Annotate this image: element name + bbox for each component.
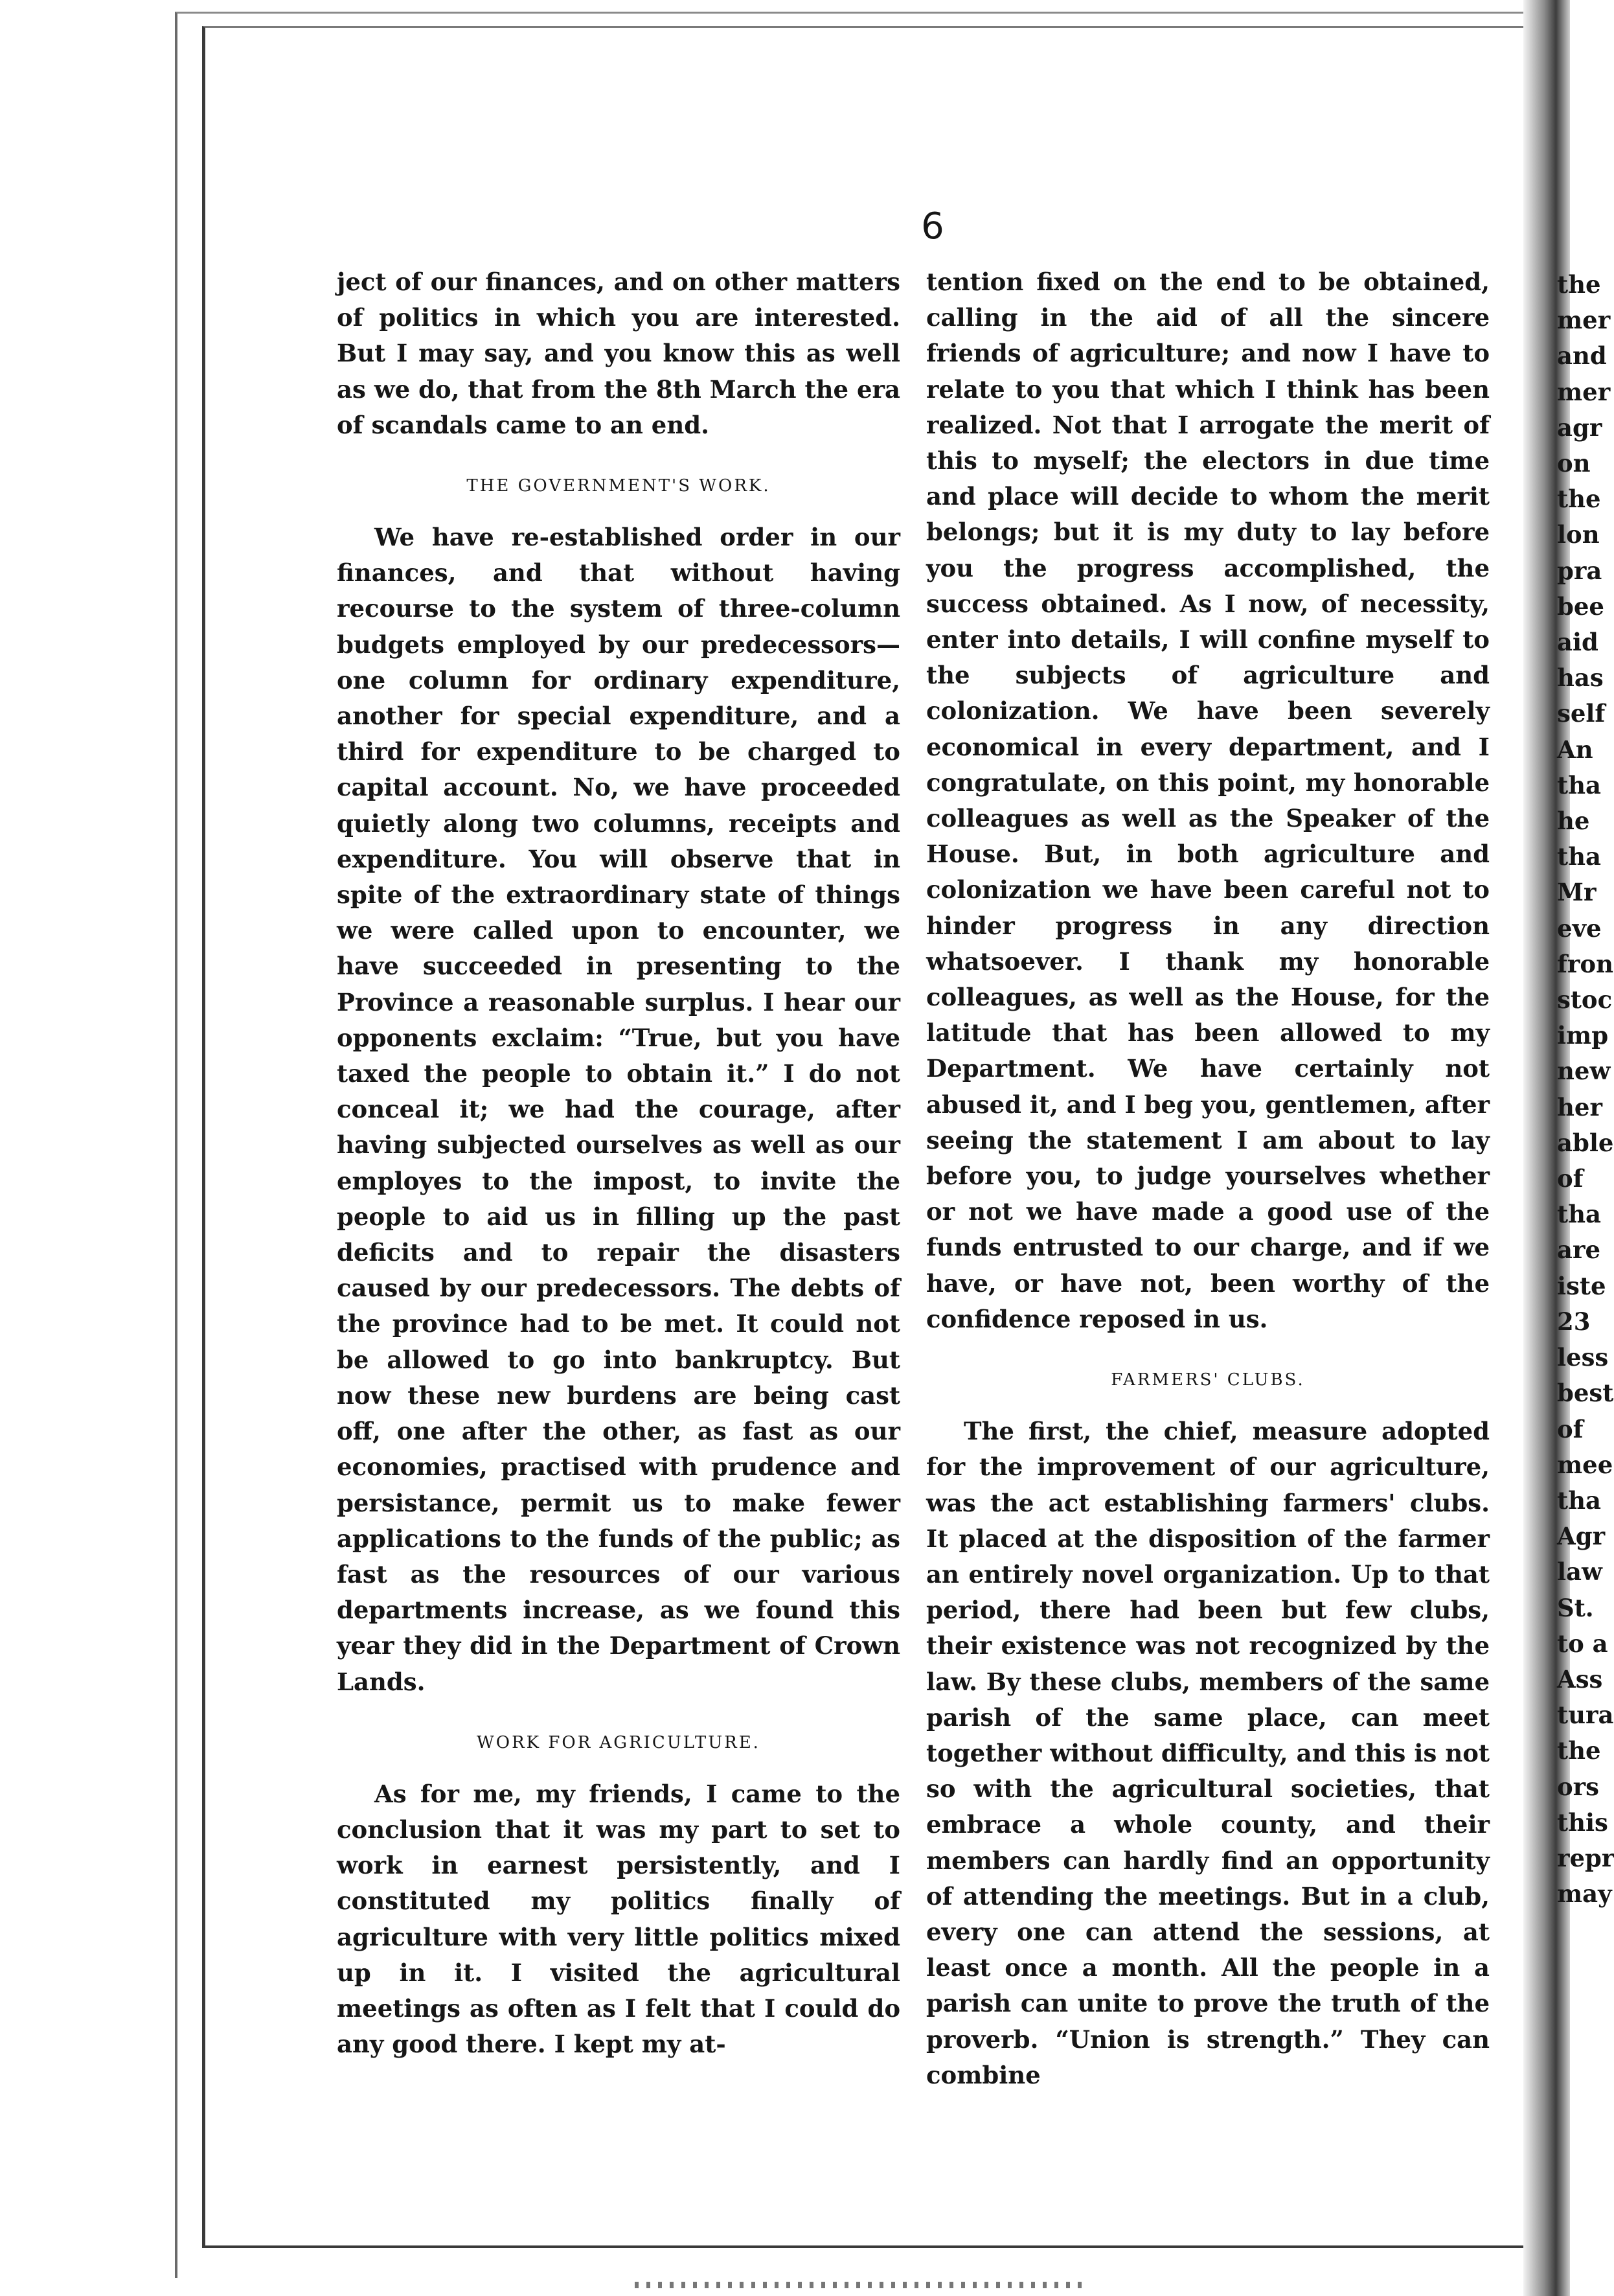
left-column (337, 264, 900, 2062)
next-page-fragment: stoc (1557, 985, 1613, 1015)
next-page-fragment: An (1557, 735, 1593, 764)
right-paragraph-2: The first, the chief, measure adopted for the improvement of our agriculture, was the act establishing farmers' clubs. It placed at the disposition of the farmer an entirely novel organization. Up to that period, there had been but few clubs, their existence was not recognized by the law. By these clubs, members of the same parish of the same place, can meet together without difficulty, and this is not so with the agricultural societies, that embrace a whole county, and their members can hardly find an opportunity of attending the meetings. But in a club, every one can attend the sessions, at least once a month. All the people in a parish can unite to prove the truth of the proverb. “Union is strength.” They can combine (926, 1417, 1490, 2089)
next-page-fragment: eve (1557, 913, 1602, 943)
next-page-fragment: he (1557, 807, 1590, 836)
next-page-fragment: law (1557, 1557, 1602, 1587)
next-page-fragment: of (1557, 1414, 1584, 1443)
next-page-fragment: Ass (1557, 1664, 1603, 1693)
next-page-fragment: her (1557, 1092, 1602, 1121)
next-page-fragment: are (1557, 1235, 1601, 1265)
next-page-fragment: imp (1557, 1021, 1609, 1050)
left-paragraph-3: As for me, my friends, I came to the conclusion that it was my part to set to work in earnest persistently, and I constituted my politics finally of agriculture with very little politics mixed up in it. I visited the agricultural meetings as often as I felt that I could do any good there. I kept my at- (337, 1779, 900, 2059)
section-heading-farmers-clubs: FARMERS' CLUBS. (1111, 1370, 1305, 1390)
next-page-text-fragments (1557, 267, 1614, 1912)
next-page-fragment: 23 (1557, 1307, 1591, 1336)
next-page-fragment: this (1557, 1808, 1608, 1837)
next-page-fragment: mer (1557, 306, 1611, 335)
right-column (926, 264, 1490, 2093)
next-page-fragment: aid (1557, 628, 1598, 657)
page-number: 6 (921, 205, 944, 247)
next-page-fragment: St. (1557, 1593, 1594, 1622)
next-page-fragment: ors (1557, 1772, 1600, 1801)
next-page-fragment: mee (1557, 1450, 1613, 1479)
next-page-fragment: tha (1557, 842, 1601, 871)
next-page-fragment: the (1557, 485, 1601, 514)
next-page-fragment: mer (1557, 377, 1611, 406)
next-page-fragment: fron (1557, 949, 1613, 978)
section-heading-work-for-agriculture: WORK FOR AGRICULTURE. (477, 1732, 760, 1752)
next-page-fragment: the (1557, 1736, 1601, 1765)
next-page-fragment: tha (1557, 1200, 1601, 1229)
next-page-fragment: iste (1557, 1271, 1606, 1300)
next-page-fragment: pra (1557, 556, 1602, 585)
next-page-fragment: tura (1557, 1701, 1614, 1730)
next-page-fragment: to a (1557, 1629, 1608, 1658)
left-paragraph-1: ject of our finances, and on other matters of politics in which you are interested. But I may say, and you know this as well as we do, that from the 8th March the era of scandals came to an end. (337, 268, 900, 439)
next-page-fragment: Mr (1557, 878, 1597, 907)
next-page-fragment: repr (1557, 1843, 1614, 1872)
next-page-fragment: new (1557, 1057, 1611, 1086)
next-page-fragment: lon (1557, 520, 1600, 549)
next-page-fragment: on (1557, 449, 1591, 478)
left-paragraph-2: We have re-established order in our finances, and that without having recourse to the system of three-column budgets employed by our predecessors—one column for ordinary expenditure, another for special expenditure, and a third for expenditure to be charged to capital account. No, we have proceeded quietly along two columns, receipts and expenditure. You will observe that in spite of the extraordinary state of things we were called upon to encounter, we have succeeded in presenting to the Province a reasonable surplus. I hear our opponents exclaim: “True, but you have taxed the people to obtain it.” I do not conceal it; we had the courage, after having subjected ourselves as well as our employes to the impost, to invite the people to aid us in filling up the past deficits and to repair the disasters caused by our predecessors. The debts of the province had to be met. It could not be allowed to go into bankruptcy. But now these new burdens are being cast off, one after the other, as fast as our economies, practised with prudence and persistance, permit us to make fewer applications to the funds of the public; as fast as the resources of our various departments increase, as we found this year they did in the Department of Crown Lands. (337, 523, 900, 1696)
next-page-fragment: best (1557, 1379, 1614, 1408)
next-page-fragment: and (1557, 341, 1607, 371)
next-page-fragment: tha (1557, 770, 1601, 799)
next-page-fragment: Agr (1557, 1522, 1606, 1551)
next-page-fragment: bee (1557, 591, 1604, 621)
next-page-fragment: self (1557, 699, 1606, 728)
next-page-fragment: has (1557, 663, 1604, 693)
next-page-fragment: less (1557, 1343, 1609, 1372)
next-page-fragment: may (1557, 1879, 1612, 1909)
next-page-fragment: agr (1557, 413, 1602, 442)
next-page-fragment: able (1557, 1128, 1614, 1157)
section-heading-governments-work: THE GOVERNMENT'S WORK. (466, 476, 771, 496)
next-page-fragment: the (1557, 270, 1601, 299)
right-paragraph-1: tention fixed on the end to be obtained, calling in the aid of all the sincere friends of agriculture; and now I have to relate to you that which I think has been realized. Not that I arrogate the merit of this to myself; the electors in due time and place will decide to whom the merit belongs; but it is my duty to lay before you the progress accomplished, the success obtained. As I now, of necessity, enter into details, I will confine myself to the subjects of agriculture and colonization. We have been severely economical in every department, and I congratulate, on this point, my honorable colleagues as well as the Speaker of the House. But, in both agriculture and colonization we have been careful not to hinder progress in any direction whatsoever. I thank my honorable colleagues, as well as the House, for the latitude that has been allowed to my Department. We have certainly not abused it, and I beg you, gentlemen, after seeing the statement I am about to lay before you, to judge yourselves whether or not we have made a good use of the funds entrusted to our charge, and if we have, or have not, been worthy of the confidence reposed in us. (926, 268, 1490, 1333)
scan-bottom-edge (635, 2282, 1088, 2288)
next-page-fragment: of (1557, 1164, 1584, 1193)
next-page-fragment: tha (1557, 1486, 1601, 1515)
